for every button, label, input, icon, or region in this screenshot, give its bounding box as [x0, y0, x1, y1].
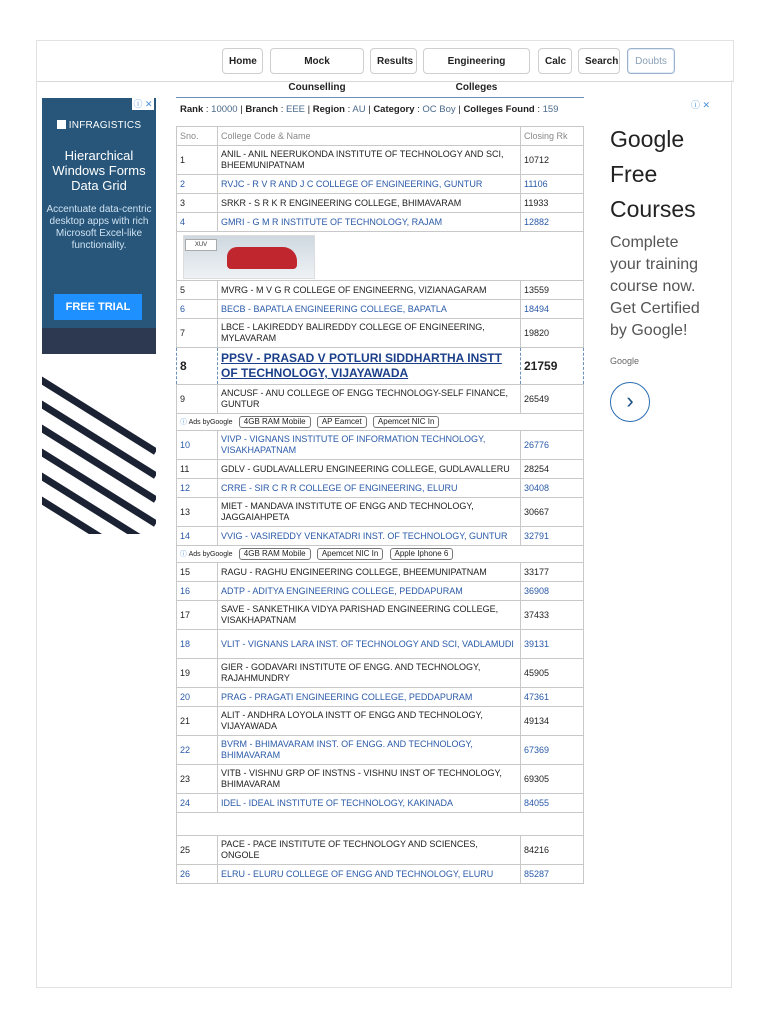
row-sno: 25 [177, 836, 218, 865]
table-spacer-row [177, 813, 584, 836]
graphic-stripe [42, 460, 156, 534]
ad-chip[interactable]: Apemcet NIC In [373, 416, 439, 428]
table-row [177, 865, 584, 884]
row-sno: 6 [177, 300, 218, 319]
colleges-found-value: 159 [542, 104, 559, 115]
nav-engineering-colleges-button[interactable]: Engineering Colleges [423, 48, 530, 74]
row-closing-rank: 84216 [521, 836, 584, 865]
left-advertisement[interactable] [42, 98, 156, 534]
table-row [177, 319, 584, 348]
row-sno: 10 [177, 431, 218, 460]
info-icon: ⓘ [180, 419, 187, 426]
right-advertisement[interactable] [604, 98, 714, 438]
row-college-name[interactable]: ADTP - ADITYA ENGINEERING COLLEGE, PEDDAPURAM [218, 582, 521, 601]
results-table [176, 126, 584, 884]
row-college-name[interactable]: RVJC - R V R AND J C COLLEGE OF ENGINEERING, GUNTUR [218, 175, 521, 194]
table-row [177, 836, 584, 865]
table-row [177, 281, 584, 300]
row-closing-rank: 11106 [521, 175, 584, 194]
table-row [177, 479, 584, 498]
row-closing-rank: 10712 [521, 146, 584, 175]
ad-chip[interactable]: Apemcet NIC In [317, 548, 383, 560]
row-sno: 5 [177, 281, 218, 300]
right-ad-body: Complete your training course now. Get Certified by Google! [610, 234, 700, 339]
table-row [177, 213, 584, 232]
col-header-sno: Sno. [177, 127, 218, 146]
row-sno: 22 [177, 736, 218, 765]
row-closing-rank: 28254 [521, 460, 584, 479]
row-college-name[interactable]: PRAG - PRAGATI ENGINEERING COLLEGE, PEDDAPURAM [218, 688, 521, 707]
ads-by-label: Ads by [188, 419, 210, 426]
ad-chip[interactable]: Apple Iphone 6 [390, 548, 454, 560]
row-closing-rank: 18494 [521, 300, 584, 319]
row-college-name[interactable]: MVRG - M V G R COLLEGE OF ENGINEERNG, VIZIANAGARAM [218, 281, 521, 300]
row-college-name[interactable] [218, 348, 521, 385]
region-label: Region [312, 104, 345, 115]
table-row [177, 582, 584, 601]
google-ads-row [177, 414, 584, 431]
left-ad-brand [42, 120, 156, 131]
row-closing-rank: 13559 [521, 281, 584, 300]
row-sno: 15 [177, 563, 218, 582]
row-sno: 12 [177, 479, 218, 498]
row-college-name[interactable]: PACE - PACE INSTITUTE OF TECHNOLOGY AND SCIENCES, ONGOLE [218, 836, 521, 865]
table-row [177, 630, 584, 659]
row-college-name[interactable]: SAVE - SANKETHIKA VIDYA PARISHAD ENGINEERING COLLEGE, VISAKHAPATNAM [218, 601, 521, 630]
row-sno: 11 [177, 460, 218, 479]
car-icon [227, 247, 297, 269]
table-row [177, 460, 584, 479]
row-college-name[interactable]: ALIT - ANDHRA LOYOLA INSTT OF ENGG AND TECHNOLOGY, VIJAYAWADA [218, 707, 521, 736]
row-closing-rank: 84055 [521, 794, 584, 813]
row-sno: 18 [177, 630, 218, 659]
rank-label: Rank [180, 104, 204, 115]
row-college-name[interactable]: ANCUSF - ANU COLLEGE OF ENGG TECHNOLOGY-SELF FINANCE, GUNTUR [218, 385, 521, 414]
row-closing-rank: 32791 [521, 527, 584, 546]
row-sno: 17 [177, 601, 218, 630]
row-college-name[interactable]: VLIT - VIGNANS LARA INST. OF TECHNOLOGY AND SCI, VADLAMUDI [218, 630, 521, 659]
row-sno: 23 [177, 765, 218, 794]
row-college-name[interactable]: ANIL - ANIL NEERUKONDA INSTITUTE OF TECHNOLOGY AND SCI, BHEEMUNIPATNAM [218, 146, 521, 175]
google-label: Google [209, 419, 233, 426]
row-sno: 21 [177, 707, 218, 736]
row-sno: 7 [177, 319, 218, 348]
row-college-name[interactable]: GMRI - G M R INSTITUTE OF TECHNOLOGY, RAJAM [218, 213, 521, 232]
category-label: Category [373, 104, 415, 115]
row-sno: 9 [177, 385, 218, 414]
table-row [177, 736, 584, 765]
ads-by-google [180, 551, 233, 558]
google-label: Google [209, 551, 233, 558]
branch-label: Branch [245, 104, 279, 115]
row-closing-rank: 49134 [521, 707, 584, 736]
row-sno: 16 [177, 582, 218, 601]
row-college-name[interactable]: GDLV - GUDLAVALLERU ENGINEERING COLLEGE, GUDLAVALLERU [218, 460, 521, 479]
table-row [177, 601, 584, 630]
row-sno: 19 [177, 659, 218, 688]
row-closing-rank: 37433 [521, 601, 584, 630]
row-college-name[interactable]: RAGU - RAGHU ENGINEERING COLLEGE, BHEEMUNIPATNAM [218, 563, 521, 582]
row-closing-rank: 30667 [521, 498, 584, 527]
row-closing-rank: 30408 [521, 479, 584, 498]
branch-value: EEE [285, 104, 305, 115]
brand-logo-icon [57, 120, 66, 129]
left-ad-headline: Hierarchical Windows Forms Data Grid [52, 148, 146, 193]
row-sno: 13 [177, 498, 218, 527]
row-closing-rank: 45905 [521, 659, 584, 688]
row-college-name[interactable]: CRRE - SIR C R R COLLEGE OF ENGINEERING, ELURU [218, 479, 521, 498]
row-closing-rank: 26549 [521, 385, 584, 414]
spacer-cell [177, 813, 584, 836]
region-value: AU [352, 104, 366, 115]
row-closing-rank: 36908 [521, 582, 584, 601]
nav-home-button[interactable]: Home [222, 48, 263, 74]
row-college-name[interactable]: SRKR - S R K R ENGINEERING COLLEGE, BHIMAVARAM [218, 194, 521, 213]
row-college-name[interactable]: LBCE - LAKIREDDY BALIREDDY COLLEGE OF ENGINEERING, MYLAVARAM [218, 319, 521, 348]
row-sno: 3 [177, 194, 218, 213]
left-ad-brand-text: INFRAGISTICS [68, 120, 142, 131]
col-header-closing-rank: Closing Rk [521, 127, 584, 146]
nav-mock-counselling-button[interactable]: Mock Counselling [270, 48, 364, 74]
info-icon: ⓘ [180, 551, 187, 558]
row-college-name[interactable]: VITB - VISHNU GRP OF INSTNS - VISHNU INST OF TECHNOLOGY, BHIMAVARAM [218, 765, 521, 794]
ad-chip[interactable]: AP Eamcet [317, 416, 367, 428]
row-sno: 8 [177, 348, 218, 385]
row-college-link[interactable]: PPSV - PRASAD V POTLURI SIDDHARTHA INSTT OF TECHNOLOGY, VIJAYAWADA [221, 351, 502, 380]
row-closing-rank: 12882 [521, 213, 584, 232]
row-closing-rank: 33177 [521, 563, 584, 582]
row-college-name[interactable]: BECB - BAPATLA ENGINEERING COLLEGE, BAPATLA [218, 300, 521, 319]
rank-value: 10000 [211, 104, 238, 115]
google-ads-cell [177, 414, 584, 431]
ad-choices-icon[interactable]: ⓘ ✕ [690, 100, 710, 110]
nav-results-button[interactable]: Results [370, 48, 417, 74]
row-college-name[interactable]: GIER - GODAVARI INSTITUTE OF ENGG. AND TECHNOLOGY, RAJAHMUNDRY [218, 659, 521, 688]
left-ad-graphic [42, 354, 156, 534]
nav-calc-button[interactable]: Calc [538, 48, 572, 74]
ads-by-google [180, 419, 233, 426]
table-row [177, 659, 584, 688]
row-sno: 1 [177, 146, 218, 175]
table-row [177, 794, 584, 813]
ad-cell [177, 232, 584, 281]
row-closing-rank: 85287 [521, 865, 584, 884]
row-college-name[interactable]: BVRM - BHIMAVARAM INST. OF ENGG. AND TECHNOLOGY, BHIMAVARAM [218, 736, 521, 765]
table-row [177, 175, 584, 194]
row-sno: 2 [177, 175, 218, 194]
ad-row [177, 232, 584, 281]
top-nav-bar [36, 40, 734, 93]
row-college-name[interactable]: IDEL - IDEAL INSTITUTE OF TECHNOLOGY, KAKINADA [218, 794, 521, 813]
right-ad-title[interactable]: Google Free Courses [610, 126, 696, 222]
colleges-found-label: Colleges Found [463, 104, 535, 115]
table-row [177, 765, 584, 794]
free-trial-button[interactable]: FREE TRIAL [54, 294, 142, 320]
nav-buttons [37, 48, 733, 93]
table-row [177, 194, 584, 213]
row-closing-rank: 21759 [521, 348, 584, 385]
row-college-name[interactable]: MIET - MANDAVA INSTITUTE OF ENGG AND TECHNOLOGY, JAGGAIAHPETA [218, 498, 521, 527]
google-ads-cell [177, 546, 584, 563]
row-sno: 26 [177, 865, 218, 884]
right-ad-source: Google [610, 356, 640, 366]
row-college-name[interactable]: VVIG - VASIREDDY VENKATADRI INST. OF TECHNOLOGY, GUNTUR [218, 527, 521, 546]
row-closing-rank: 69305 [521, 765, 584, 794]
row-college-name[interactable]: VIVP - VIGNANS INSTITUTE OF INFORMATION TECHNOLOGY, VISAKHAPATNAM [218, 431, 521, 460]
table-row [177, 431, 584, 460]
row-closing-rank: 47361 [521, 688, 584, 707]
table-row [177, 498, 584, 527]
table-row-highlighted [177, 348, 584, 385]
row-sno: 14 [177, 527, 218, 546]
row-sno: 24 [177, 794, 218, 813]
row-closing-rank: 19820 [521, 319, 584, 348]
row-sno: 20 [177, 688, 218, 707]
table-row [177, 688, 584, 707]
row-college-name[interactable]: ELRU - ELURU COLLEGE OF ENGG AND TECHNOLOGY, ELURU [218, 865, 521, 884]
table-row [177, 563, 584, 582]
row-closing-rank: 11933 [521, 194, 584, 213]
chevron-right-icon[interactable]: › [610, 382, 650, 422]
row-closing-rank: 39131 [521, 630, 584, 659]
nav-doubts-button[interactable]: Doubts [627, 48, 675, 74]
ad-chip[interactable]: 4GB RAM Mobile [239, 416, 311, 428]
car-ad-badge: XUV [185, 239, 217, 251]
row-closing-rank: 26776 [521, 431, 584, 460]
ad-chip[interactable]: 4GB RAM Mobile [239, 548, 311, 560]
col-header-college: College Code & Name [218, 127, 521, 146]
search-summary: Rank : 10000 | Branch : EEE | Region : AU | Category : OC Boy | Colleges Found : 159 [176, 97, 584, 121]
nav-search-button[interactable]: Search [578, 48, 620, 74]
google-ads-row [177, 546, 584, 563]
ad-choices-icon[interactable]: ⓘ ✕ [133, 99, 153, 109]
table-row [177, 527, 584, 546]
table-row [177, 146, 584, 175]
table-row [177, 707, 584, 736]
table-row [177, 385, 584, 414]
car-ad-banner[interactable] [177, 233, 507, 279]
left-ad-subtext: Accentuate data-centric desktop apps with rich Microsoft Excel-like functionality. [46, 204, 152, 251]
table-row [177, 300, 584, 319]
row-sno: 4 [177, 213, 218, 232]
ads-by-label: Ads by [188, 551, 210, 558]
category-value: OC Boy [422, 104, 456, 115]
row-closing-rank: 67369 [521, 736, 584, 765]
